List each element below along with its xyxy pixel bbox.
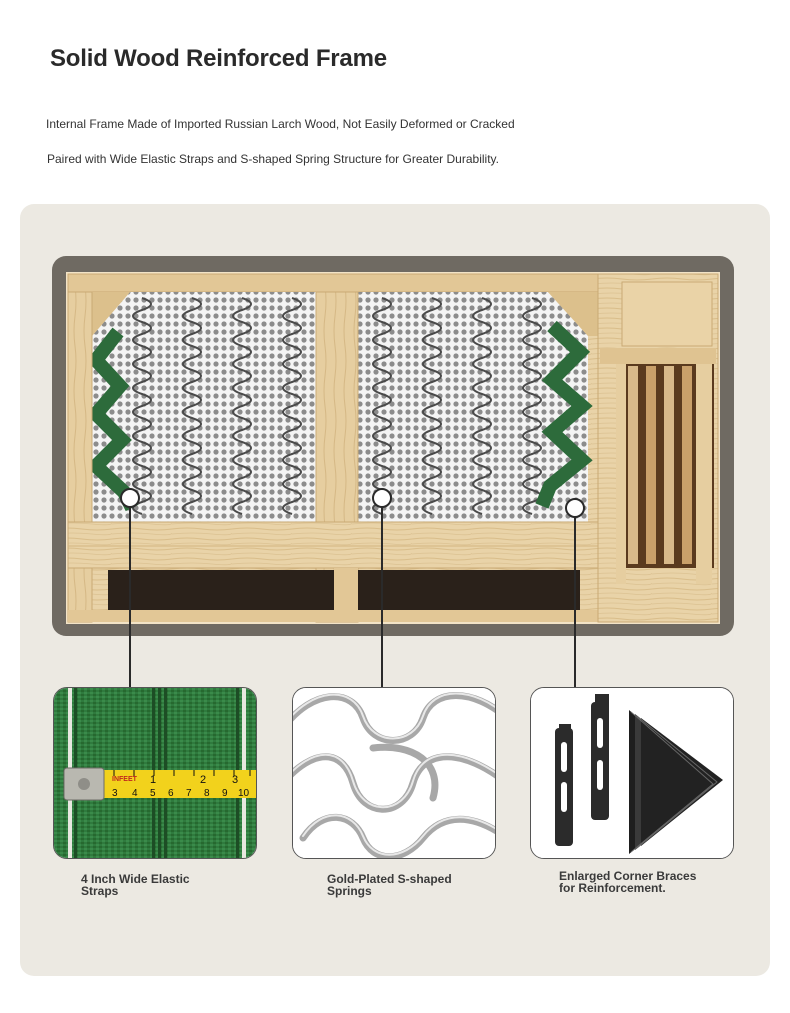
detail-corner-braces — [530, 687, 734, 859]
front-rail — [68, 522, 598, 568]
callout-line-springs — [381, 507, 383, 687]
caption-elastic-straps: 4 Inch Wide Elastic Straps — [81, 872, 190, 898]
svg-text:9: 9 — [222, 788, 228, 799]
caption-s-springs: Gold-Plated S-shaped Springs — [327, 872, 452, 898]
svg-text:8: 8 — [204, 788, 210, 799]
svg-text:2: 2 — [200, 774, 207, 786]
page-title: Solid Wood Reinforced Frame — [50, 45, 387, 72]
callout-dot-braces — [566, 499, 584, 517]
callout-line-braces — [574, 517, 576, 687]
detail-elastic-straps — [53, 687, 257, 859]
svg-text:3: 3 — [232, 774, 239, 786]
detail-s-springs — [292, 687, 496, 859]
callout-line-straps — [129, 507, 131, 687]
description-line-1: Internal Frame Made of Imported Russian Larch Wood, Not Easily Deformed or Cracked — [46, 117, 515, 131]
callout-dot-springs — [373, 489, 391, 507]
bracket-straight-icon — [555, 724, 573, 846]
svg-text:3: 3 — [112, 788, 118, 799]
svg-text:1: 1 — [150, 774, 157, 786]
svg-text:7: 7 — [186, 788, 192, 799]
svg-text:4: 4 — [132, 788, 138, 799]
svg-text:5: 5 — [150, 788, 156, 799]
bracket-hook-icon — [591, 694, 609, 820]
sofa-frame-illustration — [52, 256, 734, 636]
tape-brand: INFEET — [112, 776, 137, 783]
svg-text:10: 10 — [238, 788, 250, 799]
caption-corner-braces: Enlarged Corner Braces for Reinforcement. — [559, 869, 697, 895]
svg-text:6: 6 — [168, 788, 174, 799]
description-line-2: Paired with Wide Elastic Straps and S-shaped Spring Structure for Greater Durability. — [47, 152, 499, 166]
callout-dot-straps — [121, 489, 139, 507]
